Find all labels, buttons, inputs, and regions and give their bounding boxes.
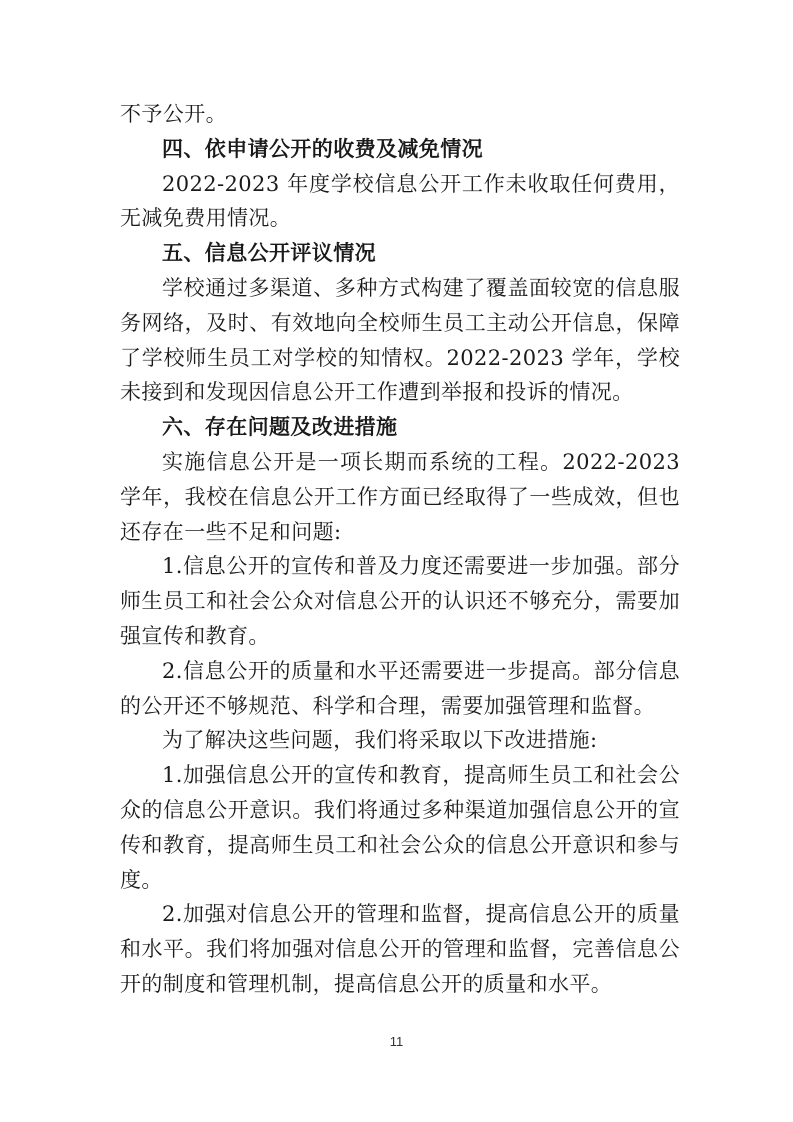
- paragraph-measures-intro: 为了解决这些问题，我们将采取以下改进措施:: [162, 728, 598, 753]
- paragraph-fees: 2022-2023 年度学校信息公开工作未收取任何费用，无减免费用情况。: [120, 171, 680, 231]
- section-heading-evaluation: 五、信息公开评议情况: [162, 240, 376, 266]
- paragraph-measure-2: 2.加强对信息公开的管理和监督，提高信息公开的质量和水平。我们将加强对信息公开的管理和监督，完善信息公开的制度和管理机制，提高信息公开的质量和水平。: [120, 902, 680, 996]
- paragraph-problem-1: 1.信息公开的宣传和普及力度还需要进一步加强。部分师生员工和社会公众对信息公开的认识还不够充分，需要加强宣传和教育。: [120, 554, 680, 648]
- section-heading-problems-measures: 六、存在问题及改进措施: [162, 414, 398, 440]
- paragraph-continuation: 不予公开。: [120, 102, 227, 126]
- paragraph-problem-2: 2.信息公开的质量和水平还需要进一步提高。部分信息的公开还不够规范、科学和合理，需要加强管理和监督。: [120, 658, 680, 718]
- page-number: 11: [389, 1034, 404, 1049]
- section-heading-fee-reduction: 四、依申请公开的收费及减免情况: [162, 135, 483, 161]
- document-body: [120, 97, 680, 1002]
- paragraph-evaluation: 学校通过多渠道、多种方式构建了覆盖面较宽的信息服务网络，及时、有效地向全校师生员工主动公开信息，保障了学校师生员工对学校的知情权。2022-2023 学年，学校未接到和发现因信息公开工作遭到举报和投诉的情况。: [120, 275, 680, 405]
- paragraph-problems-intro: 实施信息公开是一项长期而系统的工程。2022-2023 学年，我校在信息公开工作方面已经取得了一些成效，但也还存在一些不足和问题:: [120, 449, 680, 544]
- paragraph-measure-1: 1.加强信息公开的宣传和教育，提高师生员工和社会公众的信息公开意识。我们将通过多种渠道加强信息公开的宣传和教育，提高师生员工和社会公众的信息公开意识和参与度。: [120, 763, 680, 892]
